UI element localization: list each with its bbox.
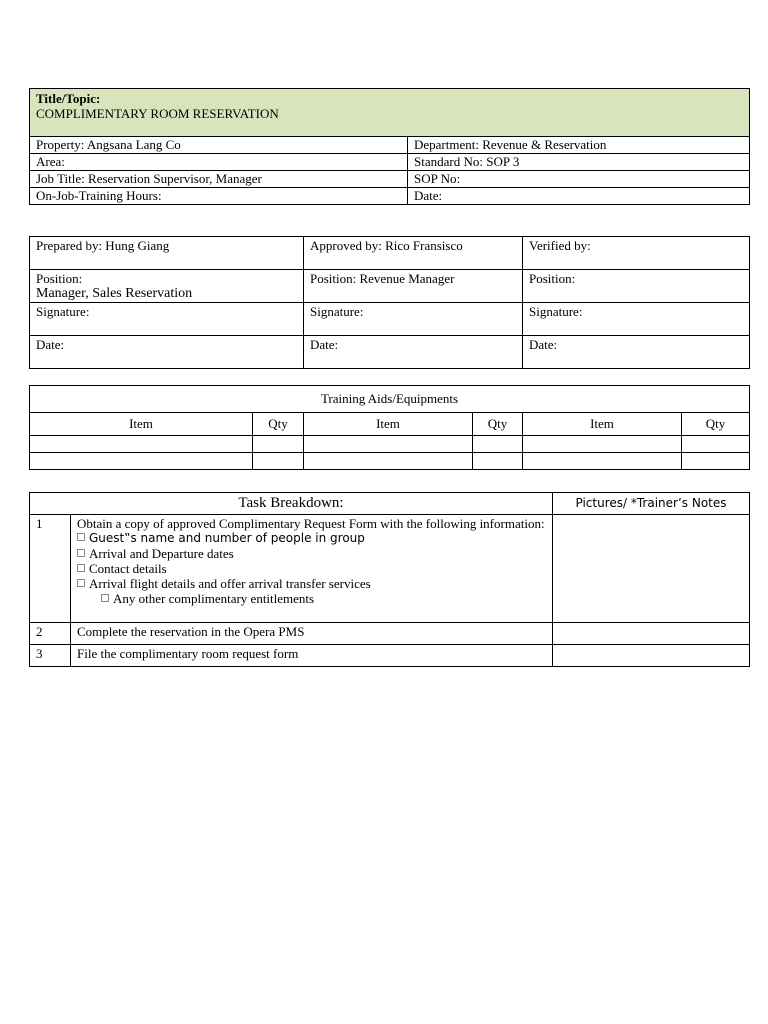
ojt-hours-cell: On-Job-Training Hours: bbox=[30, 188, 408, 205]
title-value: COMPLIMENTARY ROOM RESERVATION bbox=[36, 106, 279, 121]
approved-position-cell: Position: Revenue Manager bbox=[304, 270, 523, 303]
step-description bbox=[71, 515, 553, 623]
item-header: Item bbox=[523, 413, 682, 436]
task-row bbox=[30, 645, 750, 667]
blank-cell bbox=[682, 436, 750, 453]
header-date-cell: Date: bbox=[408, 188, 750, 205]
standard-no-cell: Standard No: SOP 3 bbox=[408, 154, 750, 171]
list-item: Any other complimentary entitlements bbox=[77, 591, 546, 606]
trainer-notes-cell bbox=[553, 515, 750, 623]
blank-cell bbox=[304, 436, 473, 453]
step-number: 1 bbox=[30, 515, 71, 623]
checkbox-bullet-icon bbox=[101, 594, 109, 602]
step-number: 2 bbox=[30, 623, 71, 645]
list-item: Contact details bbox=[77, 561, 546, 576]
blank-cell bbox=[253, 453, 304, 470]
step-text: Obtain a copy of approved Complimentary Request Form with the following information: bbox=[77, 516, 545, 531]
blank-cell bbox=[473, 453, 523, 470]
department-cell: Department: Revenue & Reservation bbox=[408, 137, 750, 154]
trainer-notes-heading: Pictures/ *Trainer’s Notes bbox=[553, 493, 750, 515]
list-item: Arrival and Departure dates bbox=[77, 546, 546, 561]
qty-header: Qty bbox=[682, 413, 750, 436]
blank-cell bbox=[523, 453, 682, 470]
qty-header: Qty bbox=[473, 413, 523, 436]
sop-no-cell: SOP No: bbox=[408, 171, 750, 188]
table-row bbox=[30, 436, 750, 453]
trainer-notes-cell bbox=[553, 645, 750, 667]
trainer-notes-cell bbox=[553, 623, 750, 645]
task-row bbox=[30, 515, 750, 623]
approved-signature-cell: Signature: bbox=[304, 303, 523, 336]
checkbox-bullet-icon bbox=[77, 549, 85, 557]
verified-signature-cell: Signature: bbox=[523, 303, 750, 336]
step-number: 3 bbox=[30, 645, 71, 667]
list-item: Guest‟s name and number of people in group bbox=[77, 531, 546, 546]
task-breakdown-table bbox=[29, 492, 750, 667]
blank-cell bbox=[30, 453, 253, 470]
checkbox-bullet-icon bbox=[77, 564, 85, 572]
property-cell: Property: Angsana Lang Co bbox=[30, 137, 408, 154]
job-title-cell: Job Title: Reservation Supervisor, Manager bbox=[30, 171, 408, 188]
prepared-position-value: Manager, Sales Reservation bbox=[36, 286, 193, 301]
list-item: Arrival flight details and offer arrival transfer services bbox=[77, 576, 546, 591]
step-description: File the complimentary room request form bbox=[71, 645, 553, 667]
blank-cell bbox=[523, 436, 682, 453]
verified-by-cell: Verified by: bbox=[523, 237, 750, 270]
approved-date-cell: Date: bbox=[304, 336, 523, 369]
verified-position-cell: Position: bbox=[523, 270, 750, 303]
sop-header-table bbox=[29, 88, 750, 205]
step-description: Complete the reservation in the Opera PMS bbox=[71, 623, 553, 645]
title-label: Title/Topic: bbox=[36, 91, 101, 106]
blank-cell bbox=[304, 453, 473, 470]
area-cell: Area: bbox=[30, 154, 408, 171]
table-row bbox=[30, 453, 750, 470]
item-header: Item bbox=[304, 413, 473, 436]
verified-date-cell: Date: bbox=[523, 336, 750, 369]
blank-cell bbox=[473, 436, 523, 453]
qty-header: Qty bbox=[253, 413, 304, 436]
prepared-position-cell bbox=[30, 270, 304, 303]
approved-by-cell: Approved by: Rico Fransisco bbox=[304, 237, 523, 270]
title-cell bbox=[30, 89, 750, 137]
training-aids-title: Training Aids/Equipments bbox=[30, 386, 750, 413]
prepared-signature-cell: Signature: bbox=[30, 303, 304, 336]
approval-table bbox=[29, 236, 750, 369]
prepared-date-cell: Date: bbox=[30, 336, 304, 369]
blank-cell bbox=[682, 453, 750, 470]
blank-cell bbox=[253, 436, 304, 453]
blank-cell bbox=[30, 436, 253, 453]
task-row bbox=[30, 623, 750, 645]
prepared-by-cell: Prepared by: Hung Giang bbox=[30, 237, 304, 270]
checkbox-bullet-icon bbox=[77, 533, 85, 541]
position-label: Position: bbox=[36, 271, 83, 286]
item-header: Item bbox=[30, 413, 253, 436]
task-breakdown-heading: Task Breakdown: bbox=[30, 493, 553, 515]
checkbox-bullet-icon bbox=[77, 579, 85, 587]
training-aids-table bbox=[29, 385, 750, 470]
